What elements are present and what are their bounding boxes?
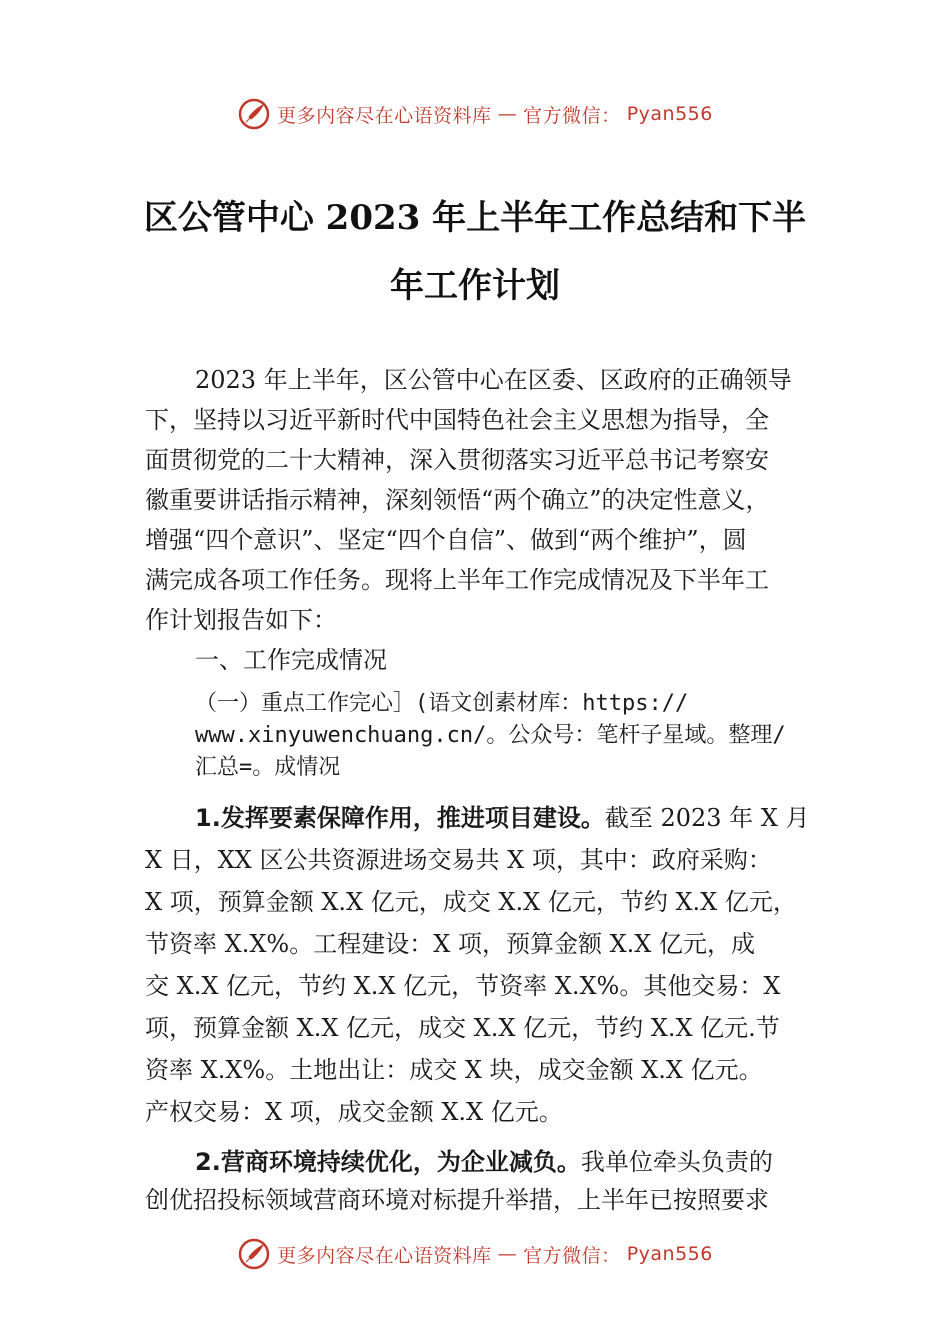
item-2-line: 创优招投标领域营商环境对标提升举措，上半年已按照要求 xyxy=(145,1186,769,1214)
intro-line: 徽重要讲话指示精神，深刻领悟“两个确立”的决定性意义， xyxy=(145,486,770,514)
intro-line: 2023 年上半年，区公管中心在区委、区政府的正确领导 xyxy=(195,366,792,394)
footer-watermark-banner xyxy=(0,1232,950,1276)
item-1-line: 项，预算金额 X.X 亿元，成交 X.X 亿元，节约 X.X 亿元.节 xyxy=(145,1014,780,1042)
item-1-line: 资率 X.X%。土地出让：成交 X 块，成交金额 X.X 亿元。 xyxy=(145,1056,763,1084)
intro-line: 满完成各项工作任务。现将上半年工作完成情况及下半年工 xyxy=(145,566,769,594)
quill-seal-icon xyxy=(237,1237,271,1271)
item-2-heading: 2.营商环境持续优化，为企业减负。 xyxy=(195,1148,581,1176)
item-1-line: X 日，XX 区公共资源进场交易共 X 项，其中：政府采购： xyxy=(145,846,772,874)
item-2-text: 我单位牵头负责的 xyxy=(580,1148,773,1176)
item-2-first-line xyxy=(195,1142,773,1177)
subsection-line: 汇总=。成情况 xyxy=(195,755,341,780)
item-1-line: 节资率 X.X%。工程建设：X 项，预算金额 X.X 亿元，成 xyxy=(145,930,756,958)
banner-text-label: 官方微信： xyxy=(523,104,621,127)
subsection-line: www.xinyuwenchuang.cn/。公众号：笔杆子星域。整理/ xyxy=(195,723,786,748)
banner-text-main: 更多内容尽在心语资料库 xyxy=(277,1244,492,1267)
intro-line: 增强“四个意识”、坚定“四个自信”、做到“两个维护”，圆 xyxy=(145,526,747,554)
subsection-line: （一）重点工作完心］(语文创素材库：https:// xyxy=(195,691,689,716)
banner-text-main: 更多内容尽在心语资料库 xyxy=(277,104,492,127)
header-watermark-banner xyxy=(0,92,950,136)
item-1-line: 交 X.X 亿元，节约 X.X 亿元，节资率 X.X%。其他交易：X xyxy=(145,972,781,1000)
banner-separator: — xyxy=(497,103,518,125)
item-1-text: 截至 2023 年 X 月 xyxy=(604,804,810,832)
intro-line: 面贯彻党的二十大精神，深入贯彻落实习近平总书记考察安 xyxy=(145,446,769,474)
intro-line: 作计划报告如下： xyxy=(145,606,337,634)
item-1-first-line xyxy=(195,798,810,833)
banner-text-label: 官方微信： xyxy=(523,1244,621,1267)
item-1-line: X 项，预算金额 X.X 亿元，成交 X.X 亿元，节约 X.X 亿元， xyxy=(145,888,797,916)
intro-line: 下，坚持以习近平新时代中国特色社会主义思想为指导，全 xyxy=(145,406,769,434)
banner-separator: — xyxy=(497,1243,518,1265)
item-1-line: 产权交易：X 项，成交金额 X.X 亿元。 xyxy=(145,1098,563,1126)
item-1-heading: 1.发挥要素保障作用，推进项目建设。 xyxy=(195,804,605,832)
document-title-line-1: 区公管中心 2023 年上半年工作总结和下半 xyxy=(143,198,807,238)
quill-seal-icon xyxy=(237,97,271,131)
document-title-line-2: 年工作计划 xyxy=(390,266,560,306)
banner-wechat-id: Pyan556 xyxy=(626,1243,713,1265)
banner-wechat-id: Pyan556 xyxy=(626,103,713,125)
section-heading: 一、工作完成情况 xyxy=(195,646,387,674)
